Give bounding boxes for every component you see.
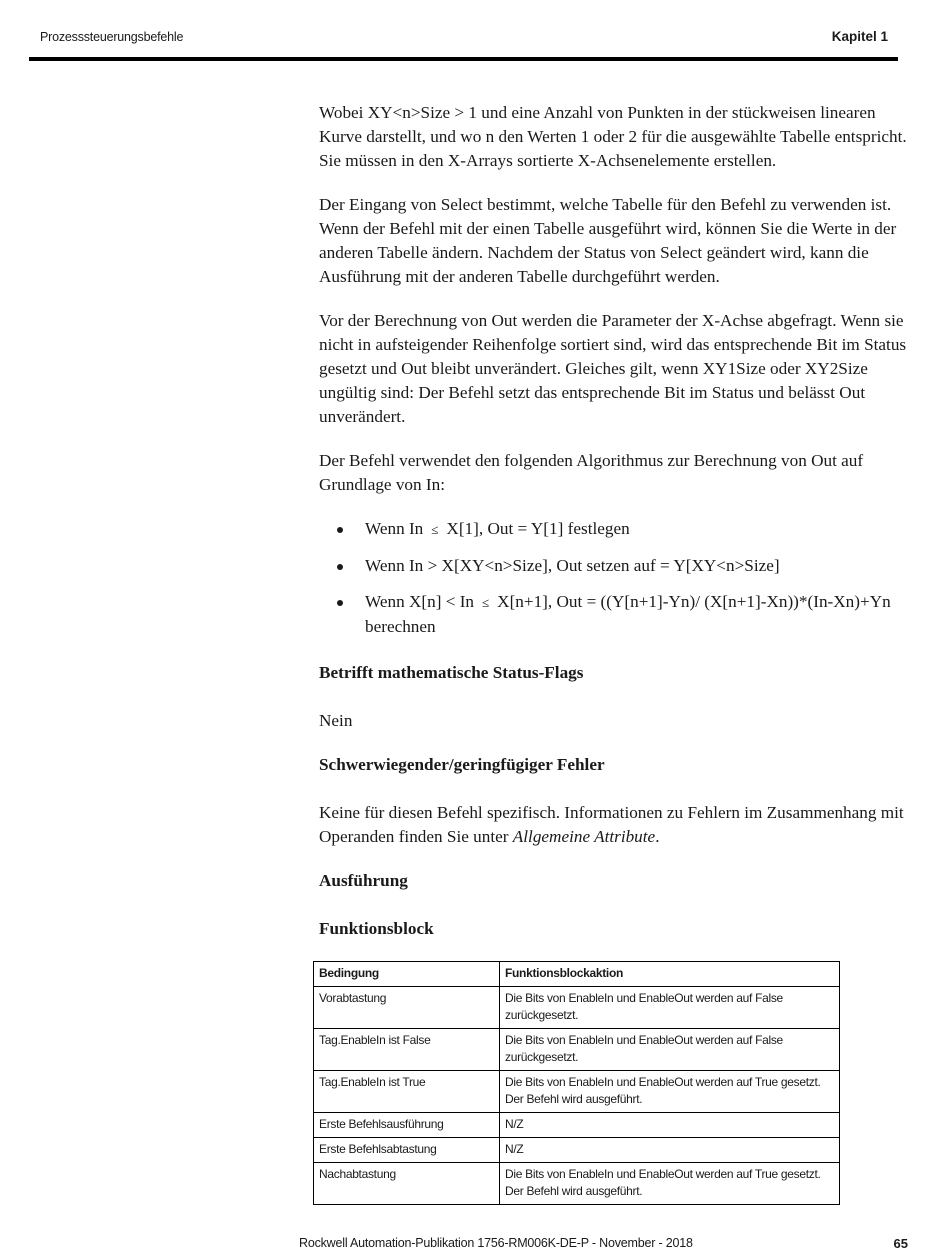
paragraph-xy-size: Wobei XY<n>Size > 1 und eine Anzahl von Punkten in der stückweisen linearen Kurve darstellt, und wo n den Werten 1 oder 2 für die ausgewählte Tabelle entspricht. Sie müssen in den X-Arrays sortierte X-Achsenelemente erstellen. <box>319 103 907 170</box>
bullet-text: X[n+1], Out = ((Y[n+1]-Yn)/ (X[n+1]-Xn))*(In-Xn)+Yn berechnen <box>365 592 891 636</box>
list-item <box>319 590 909 639</box>
function-block-table <box>313 961 840 1205</box>
text-faults <box>319 801 909 849</box>
table-row <box>314 1163 840 1205</box>
bullet-text: Wenn In > X[XY<n>Size], Out setzen auf = Y[XY<n>Size] <box>365 556 780 575</box>
table-header-row <box>314 962 840 987</box>
less-equal-symbol: ≤ <box>482 595 490 610</box>
heading-math-status-flags: Betrifft mathematische Status-Flags <box>319 663 584 682</box>
table-cell: Die Bits von EnableIn und EnableOut werden auf True gesetzt. Der Befehl wird ausgeführt. <box>500 1071 840 1113</box>
page-number: 65 <box>893 1236 908 1251</box>
table-cell: Nachabtastung <box>314 1163 500 1205</box>
bullet-text: X[1], Out = Y[1] festlegen <box>446 519 630 538</box>
table-row <box>314 1071 840 1113</box>
table-cell: Die Bits von EnableIn und EnableOut werden auf False zurückgesetzt. <box>500 1029 840 1071</box>
column-header-action: Funktionsblockaktion <box>500 962 840 987</box>
paragraph-select: Der Eingang von Select bestimmt, welche Tabelle für den Befehl zu verwenden ist. Wenn der Befehl mit der einen Tabelle ausgeführt wird, können Sie die Werte in der anderen Tabelle ändern. Nachdem der Status von Select geändert wird, kann die Ausführung mit der anderen Tabelle durchgeführt werden. <box>319 195 897 286</box>
heading-execution: Ausführung <box>319 871 408 890</box>
paragraph-algorithm-intro: Der Befehl verwendet den folgenden Algorithmus zur Berechnung von Out auf Grundlage von In: <box>319 451 864 494</box>
table-cell: Die Bits von EnableIn und EnableOut werden auf False zurückgesetzt. <box>500 987 840 1029</box>
fault-text-end: . <box>655 827 660 846</box>
table-row <box>314 1113 840 1138</box>
table-cell: Erste Befehlsabtastung <box>314 1138 500 1163</box>
link-general-attributes[interactable]: Allgemeine Attribute <box>512 827 656 846</box>
bullet-text: Wenn In <box>365 519 424 538</box>
list-item <box>319 517 909 542</box>
table-cell: Die Bits von EnableIn und EnableOut werden auf True gesetzt. Der Befehl wird ausgeführt. <box>500 1163 840 1205</box>
table-cell: Tag.EnableIn ist False <box>314 1029 500 1071</box>
table-cell: Erste Befehlsausführung <box>314 1113 500 1138</box>
table-row <box>314 1029 840 1071</box>
bullet-text: Wenn X[n] < In <box>365 592 475 611</box>
list-item <box>319 554 909 578</box>
table-cell: Tag.EnableIn ist True <box>314 1071 500 1113</box>
table-cell: N/Z <box>500 1113 840 1138</box>
table-cell: Vorabtastung <box>314 987 500 1029</box>
running-header-chapter: Kapitel 1 <box>831 29 888 44</box>
heading-function-block: Funktionsblock <box>319 919 434 938</box>
heading-major-minor-faults: Schwerwiegender/geringfügiger Fehler <box>319 755 605 774</box>
less-equal-symbol: ≤ <box>431 522 439 537</box>
running-header-section: Prozesssteuerungsbefehle <box>40 30 184 44</box>
header-rule <box>29 57 898 61</box>
fault-text: Keine für diesen Befehl spezifisch. Informationen zu Fehlern im Zusammenhang mit Operanden finden Sie unter <box>319 803 904 846</box>
main-content <box>319 101 909 965</box>
table-row <box>314 1138 840 1163</box>
table-row <box>314 987 840 1029</box>
table-cell: N/Z <box>500 1138 840 1163</box>
algorithm-list <box>319 517 909 639</box>
paragraph-x-axis-check: Vor der Berechnung von Out werden die Parameter der X-Achse abgefragt. Wenn sie nicht in aufsteigender Reihenfolge sortiert sind, wird das entsprechende Bit im Status gesetzt und Out bleibt unverändert. Gleiches gilt, wenn XY1Size oder XY2Size ungültig sind: Der Befehl setzt das entsprechende Bit im Status und belässt Out unverändert. <box>319 311 907 426</box>
footer-publication: Rockwell Automation-Publikation 1756-RM006K-DE-P - November - 2018 <box>299 1236 693 1250</box>
text-math-status-flags: Nein <box>319 711 353 730</box>
column-header-condition: Bedingung <box>314 962 500 987</box>
